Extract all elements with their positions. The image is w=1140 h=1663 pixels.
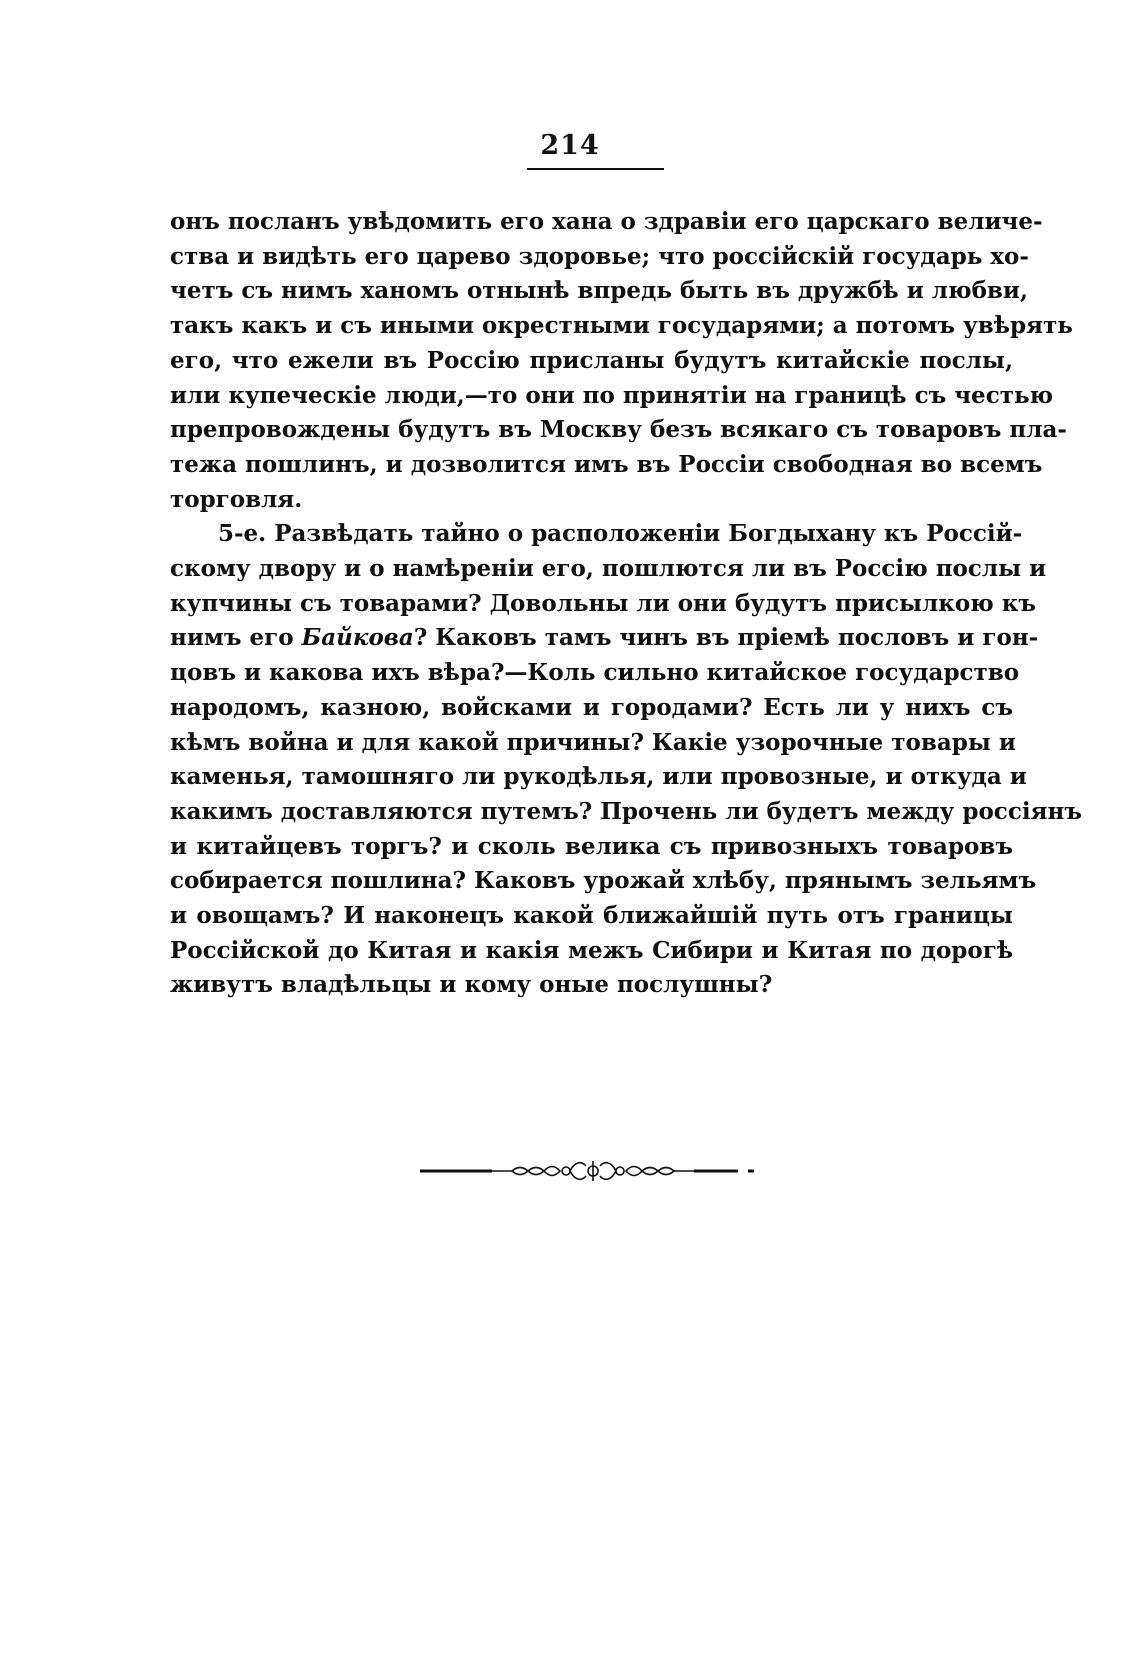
text-line: четъ съ нимъ ханомъ отнынѣ впредь быть въ дружбѣ и любви, [170,277,1028,305]
text-line: тежа пошлинъ, и дозволится имъ въ Россіи свободная во всемъ [170,450,1043,478]
text-line: препровождены будутъ въ Москву безъ всякаго съ товаровъ пла- [170,416,1067,444]
text-line: каменья, тамошняго ли рукодѣлья, или провозные, и откуда и [170,763,1027,791]
paragraph-1 [170,205,1073,517]
text-line: какимъ доставляются путемъ? Прочень ли будетъ между россіянъ [170,797,1083,825]
text-segment: ? Каковъ тамъ чинъ въ пріемѣ пословъ и гон- [413,624,1039,652]
text-line: и овощамъ? И наконецъ какой ближайшій путь отъ границы [170,902,1013,930]
italic-name: Байкова [301,624,414,652]
text-line: живутъ владѣльцы и кому оные послушны? [170,971,773,999]
text-line: ства и видѣть его царево здоровье; что россійскій государь хо- [170,242,1029,270]
text-line: 5-е. Развѣдать тайно о расположеніи Богдыхану къ Россій- [218,520,1023,548]
text-line: народомъ, казною, войсками и городами? Есть ли у нихъ съ [170,693,1013,721]
text-line: кѣмъ война и для какой причины? Какіе узорочные товары и [170,728,1016,756]
text-line: и китайцевъ торгъ? и сколь велика съ привозныхъ товаровъ [170,832,1013,860]
page-number: 214 [540,130,600,161]
text-line: собирается пошлина? Каковъ урожай хлѣбу, прянымъ зельямъ [170,867,1037,895]
paragraph-2 [170,517,1083,1003]
text-block [170,205,1083,1003]
page-number-rule [527,168,664,170]
text-line: онъ посланъ увѣдомить его хана о здравіи его царскаго величе- [170,208,1043,235]
text-line: скому двору и о намѣреніи его, пошлются ли въ Россію послы и [170,555,1047,583]
text-line: или купеческіе люди,—то они по принятіи на границѣ съ честью [170,381,1054,409]
text-line: такъ какъ и съ иными окрестными государями; а потомъ увѣрять [170,312,1073,340]
text-line: купчины съ товарами? Довольны ли они будутъ присылкою къ [170,589,1037,617]
ornament-divider-icon [420,1158,766,1184]
text-line: торговля. [170,485,303,513]
text-line: цовъ и какова ихъ вѣра?—Коль сильно китайское государство [170,659,1020,687]
text-line: его, что ежели въ Россію присланы будутъ китайскіе послы, [170,346,1013,374]
text-line [170,621,1039,656]
text-segment: нимъ его [170,624,302,652]
text-line: Россійской до Китая и какія межъ Сибири и Китая по дорогѣ [170,936,1013,964]
